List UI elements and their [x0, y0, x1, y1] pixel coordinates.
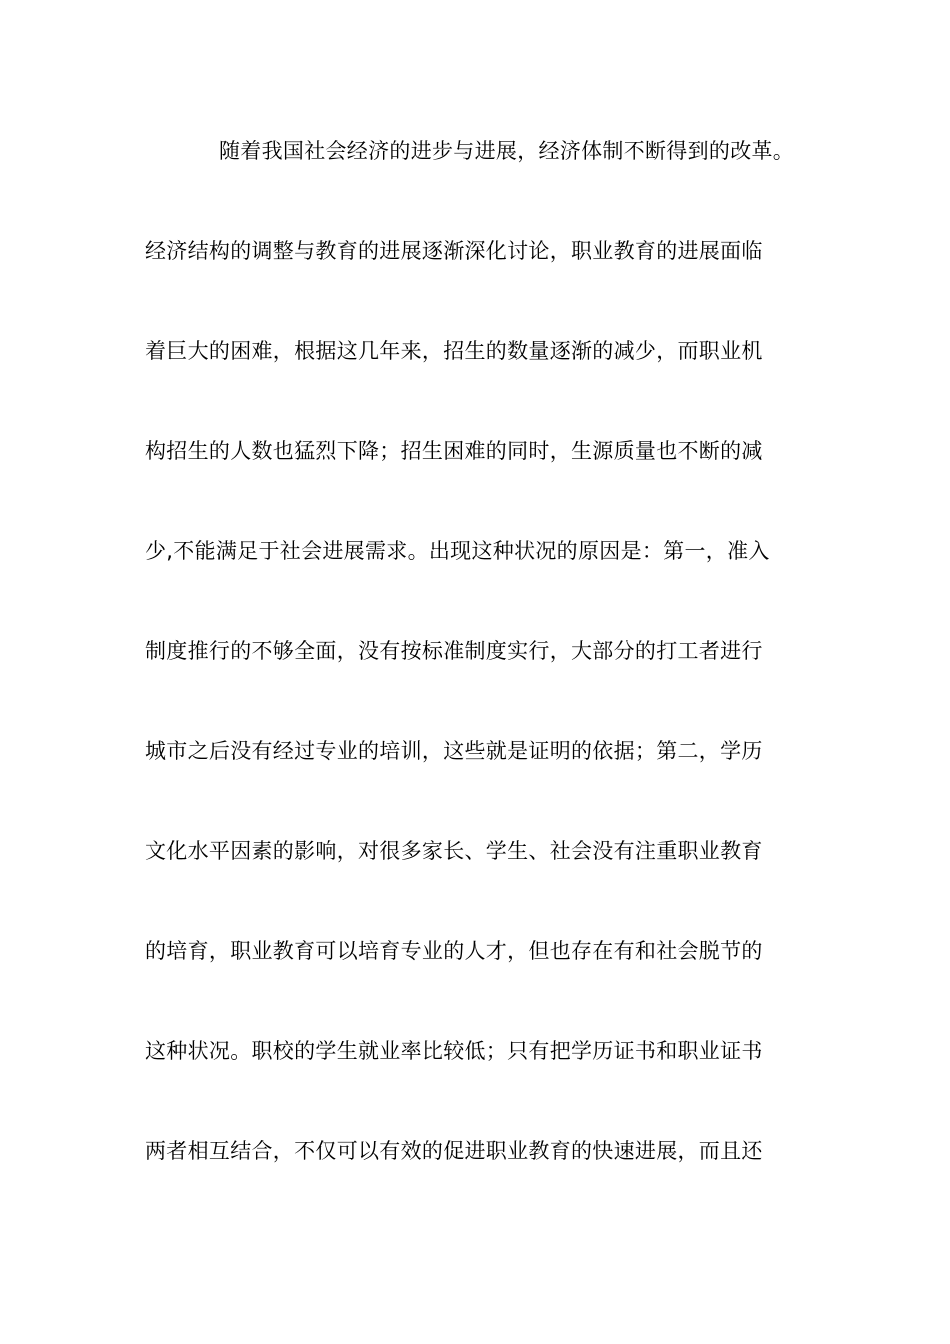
text-line-9: 的培育，职业教育可以培育专业的人才，但也存在有和社会脱节的	[145, 939, 763, 963]
text-line-7: 城市之后没有经过专业的培训，这些就是证明的依据；第二，学历	[145, 739, 763, 763]
text-line-2: 经济结构的调整与教育的进展逐渐深化讨论，职业教育的进展面临	[145, 239, 763, 263]
text-line-3: 着巨大的困难，根据这几年来，招生的数量逐渐的减少，而职业机	[145, 339, 763, 363]
text-line-4: 构招生的人数也猛烈下降；招生困难的同时，生源质量也不断的减	[145, 439, 763, 463]
text-line-5: 少,不能满足于社会进展需求。出现这种状况的原因是：第一，准入	[145, 539, 770, 563]
text-line-6: 制度推行的不够全面，没有按标准制度实行，大部分的打工者进行	[145, 639, 763, 663]
text-line-1: 随着我国社会经济的进步与进展，经济体制不断得到的改革。	[219, 139, 795, 163]
text-line-8: 文化水平因素的影响，对很多家长、学生、社会没有注重职业教育	[145, 839, 763, 863]
text-line-11: 两者相互结合，不仅可以有效的促进职业教育的快速进展，而且还	[145, 1139, 763, 1163]
text-line-10: 这种状况。职校的学生就业率比较低；只有把学历证书和职业证书	[145, 1039, 763, 1063]
